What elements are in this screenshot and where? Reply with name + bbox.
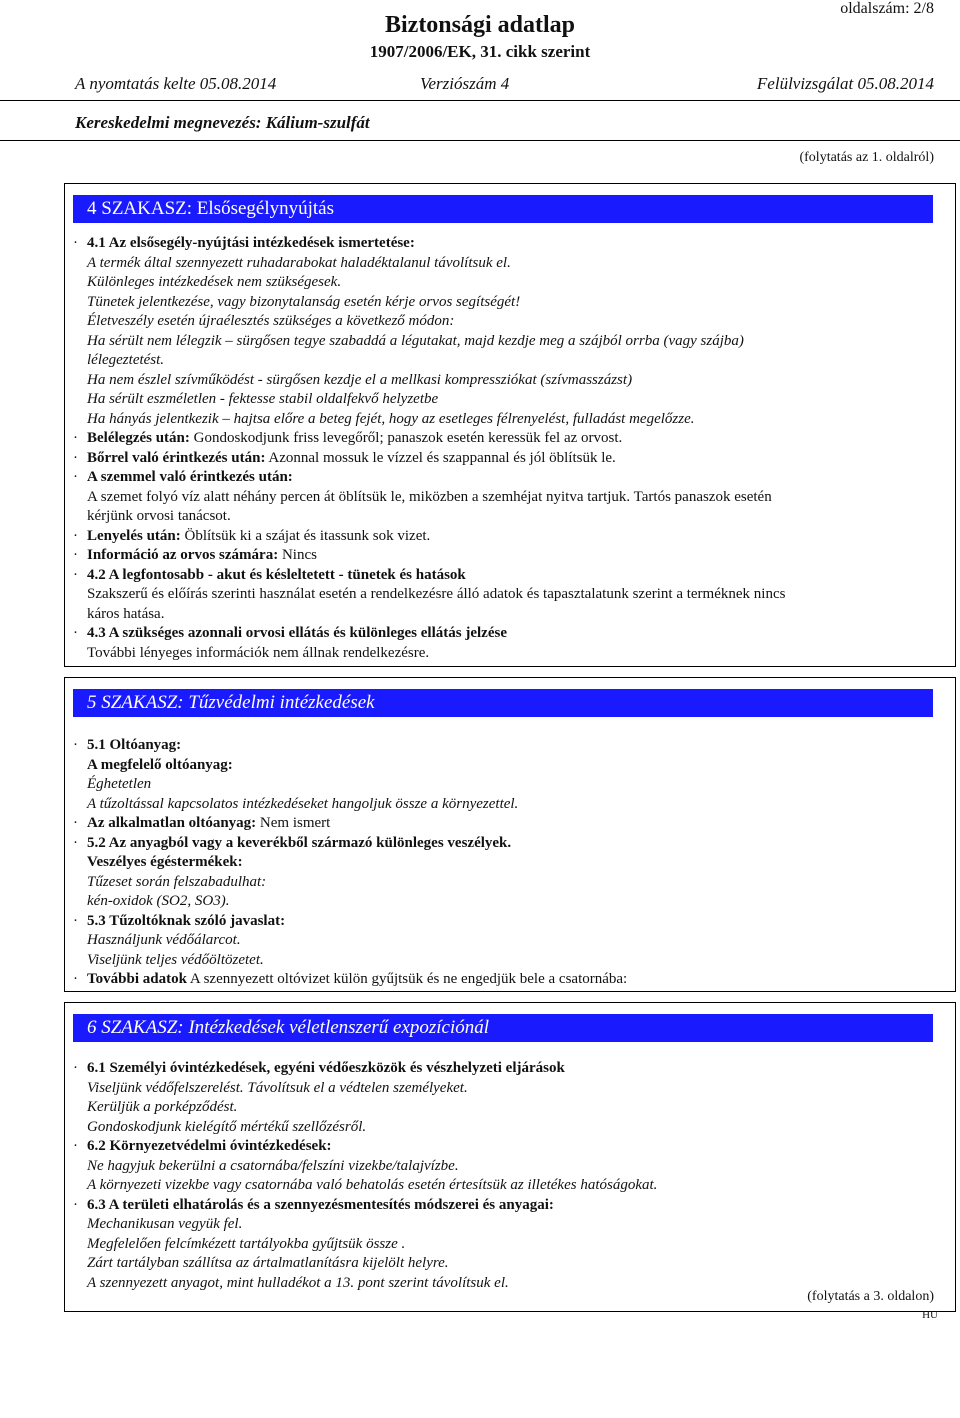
bullet-dot: · (73, 235, 78, 251)
field-text: Gondoskodjunk friss levegőről; panaszok esetén keressük fel az orvost. (189, 430, 623, 446)
text-line (73, 970, 933, 989)
field-text: Ha nem észlel szívműködést - sürgősen kezdje el a mellkasi kompressziókat (szívmasszázst) (87, 371, 633, 388)
bullet-dot: · (73, 1138, 78, 1154)
field-text: Öblítsük ki a szájat és itassunk sok vizet. (180, 527, 431, 544)
text-line (73, 1137, 933, 1156)
text-line (87, 873, 933, 892)
field-label: További adatok (87, 971, 187, 987)
field-text: káros hatása. (87, 605, 165, 622)
page-number: oldalszám: 2/8 (840, 0, 934, 17)
field-text: Ha sérült eszméletlen - fektesse stabil oldalfekvő helyzetbe (87, 391, 439, 407)
bullet-dot: · (73, 834, 78, 851)
text-line (87, 293, 933, 312)
bullet-dot: · (73, 449, 78, 466)
version-number: Verziószám 4 (420, 74, 510, 93)
text-line (87, 410, 933, 429)
text-line (87, 644, 933, 663)
field-text: A szennyezett oltóvizet külön gyűjtsük és ne engedjük bele a csatornába: (186, 971, 628, 987)
text-line (87, 1079, 933, 1098)
section-5-title: 5 SZAKASZ: Tűzvédelmi intézkedések (73, 689, 933, 717)
text-line (87, 951, 933, 970)
text-line (73, 566, 933, 585)
text-line (87, 1118, 933, 1137)
text-line (87, 1215, 933, 1234)
field-text: Viseljünk védőfelszerelést. Távolítsuk el a védtelen személyeket. (87, 1079, 468, 1096)
field-label: Belélegzés után: (87, 430, 190, 446)
field-text: Életveszély esetén újraélesztés szükséges a következő módon: (87, 313, 455, 329)
text-line (73, 736, 933, 755)
field-label: 4.3 A szükséges azonnali orvosi ellátás és különleges ellátás jelzése (87, 625, 507, 641)
field-text: A környezeti vizekbe vagy csatornába való behatolás esetén értesítsük az illetékes hatóságokat. (87, 1177, 658, 1193)
text-line (87, 795, 933, 814)
field-label: A megfelelő oltóanyag: (87, 756, 233, 773)
section-4-title: 4 SZAKASZ: Elsősegélynyújtás (73, 195, 933, 223)
text-line (87, 931, 933, 950)
field-label: Információ az orvos számára: (87, 547, 279, 563)
field-text: Tünetek jelentkezése, vagy bizonytalanság esetén kérje orvos segítségét! (87, 293, 521, 310)
field-text: Gondoskodjunk kielégítő mértékű szellőzésről. (87, 1118, 367, 1135)
bullet-dot: · (73, 547, 78, 563)
field-label: A szemmel való érintkezés után: (87, 469, 293, 485)
text-line (87, 1098, 933, 1117)
field-text: Viseljünk teljes védőöltözetet. (87, 951, 264, 968)
bullet-dot: · (73, 1196, 78, 1213)
text-line (73, 1059, 933, 1078)
text-line (87, 371, 933, 390)
field-label: Bőrrel való érintkezés után: (87, 449, 266, 466)
field-text: Használjunk védőálarcot. (87, 932, 241, 948)
continued-to: (folytatás a 3. oldalon) (807, 1289, 934, 1304)
text-line (87, 853, 933, 872)
field-text: Mechanikusan vegyük fel. (87, 1216, 243, 1232)
bullet-dot: · (73, 912, 78, 929)
field-text: Éghetetlen (87, 776, 152, 792)
text-line (87, 312, 933, 331)
field-text: Ne hagyjuk bekerülni a csatornába/felszíni vizekbe/talajvízbe. (87, 1157, 459, 1174)
field-label: 5.1 Oltóanyag: (87, 737, 182, 753)
text-line (87, 605, 933, 624)
text-line (87, 390, 933, 409)
text-line (87, 507, 933, 526)
language-code: HU (922, 1309, 938, 1321)
field-text: A tűzoltással kapcsolatos intézkedéseket hangoljuk össze a környezettel. (87, 795, 519, 812)
field-text: kén-oxidok (SO2, SO3). (87, 893, 230, 909)
field-text: Zárt tartályban szállítsa az ártalmatlanításra kijelölt helyre. (87, 1255, 449, 1271)
text-line (87, 1254, 933, 1273)
field-text: Nem ismert (256, 815, 331, 831)
text-line (87, 1235, 933, 1254)
field-text: Kerüljük a porképződést. (87, 1099, 238, 1115)
text-line (87, 756, 933, 775)
field-text: Ha sérült nem lélegzik – sürgősen tegye szabaddá a légutakat, majd kezdje meg a szájból orrba (vagy szájba) (87, 332, 744, 349)
field-text: lélegeztetést. (87, 352, 165, 368)
bullet-dot: · (73, 815, 78, 831)
section-6-title: 6 SZAKASZ: Intézkedések véletlenszerű expozíciónál (73, 1014, 933, 1042)
bullet-dot: · (73, 737, 78, 753)
text-line (87, 332, 933, 351)
text-line (73, 912, 933, 931)
text-line (73, 834, 933, 853)
bullet-dot: · (73, 430, 78, 446)
text-line (73, 429, 933, 448)
section-6 (64, 1002, 956, 1312)
field-text: Ha hányás jelentkezik – hajtsa előre a beteg fejét, hogy az esetleges félrenyelést, fulladást megelőzze. (87, 410, 695, 427)
text-line (87, 892, 933, 911)
field-text: Nincs (278, 547, 317, 563)
field-label: 4.2 A legfontosabb - akut és késleltetett - tünetek és hatások (87, 566, 466, 583)
field-label: 6.1 Személyi óvintézkedések, egyéni védőeszközök és vészhelyzeti eljárások (87, 1060, 565, 1076)
field-text: Tűzeset során felszabadulhat: (87, 873, 267, 890)
bullet-dot: · (73, 566, 78, 583)
print-date: A nyomtatás kelte 05.08.2014 (75, 74, 277, 93)
text-line (87, 351, 933, 370)
field-text: Megfelelően felcímkézett tartályokba gyűjtsük össze . (87, 1235, 406, 1252)
regulation-reference: 1907/2006/EK, 31. cikk szerint (369, 42, 591, 61)
revision-date: Felülvizsgálat 05.08.2014 (756, 74, 934, 93)
text-line (87, 585, 933, 604)
bullet-dot: · (73, 625, 78, 641)
field-text: Különleges intézkedések nem szükségesek. (87, 274, 342, 290)
field-text: kérjünk orvosi tanácsot. (87, 508, 231, 524)
field-text: 4.1 Az elsősegély-nyújtási intézkedések ismertetése: (87, 235, 415, 251)
text-line (87, 488, 933, 507)
text-line (73, 546, 933, 565)
bullet-dot: · (73, 971, 78, 987)
field-label: 6.2 Környezetvédelmi óvintézkedések: (87, 1138, 332, 1154)
bullet-dot: · (73, 527, 78, 544)
text-line (73, 468, 933, 487)
text-line (87, 273, 933, 292)
field-label: Lenyelés után: (87, 527, 181, 544)
field-text: A termék által szennyezett ruhadarabokat haladéktalanul távolítsuk el. (87, 254, 511, 271)
text-line (73, 449, 933, 468)
bullet-dot: · (73, 1060, 78, 1076)
bullet-dot: · (73, 469, 78, 485)
document-title: Biztonsági adatlap (384, 12, 576, 38)
field-text: A szemet folyó víz alatt néhány percen át öblítsük le, miközben a szemhéjat nyitva tartjuk. Tartós panaszok esetén (87, 488, 772, 505)
field-text: A szennyezett anyagot, mint hulladékot a 13. pont szerint távolítsuk el. (87, 1274, 509, 1291)
field-label: 5.3 Tűzoltóknak szóló javaslat: (87, 912, 286, 929)
text-line (73, 1196, 933, 1215)
text-line (87, 775, 933, 794)
header-divider-2 (0, 140, 960, 141)
text-line (73, 527, 933, 546)
field-text: Azonnal mossuk le vízzel és szappannal és jól öblítsük le. (265, 449, 616, 466)
text-line (73, 624, 933, 643)
field-label: Veszélyes égéstermékek: (87, 854, 243, 870)
section-4 (64, 183, 956, 667)
field-label: 5.2 Az anyagból vagy a keverékből származó különleges veszélyek. (87, 834, 512, 851)
field-text: Szakszerű és előírás szerinti használat esetén a rendelkezésre álló adatok és tapasztalatunk szerint a terméknek nincs (87, 586, 786, 602)
field-label: Az alkalmatlan oltóanyag: (87, 815, 257, 831)
section-5 (64, 677, 956, 992)
text-line (87, 1176, 933, 1195)
continued-from: (folytatás az 1. oldalról) (799, 150, 934, 165)
text-line (87, 1274, 933, 1293)
trade-name: Kereskedelmi megnevezés: Kálium-szulfát (75, 113, 370, 132)
text-line (73, 814, 933, 833)
text-line (73, 234, 933, 253)
text-line (87, 1157, 933, 1176)
field-text: További lényeges információk nem állnak rendelkezésre. (87, 644, 430, 661)
field-label: 6.3 A területi elhatárolás és a szennyezésmentesítés módszerei és anyagai: (87, 1196, 554, 1213)
header-divider (0, 100, 960, 101)
text-line (87, 254, 933, 273)
